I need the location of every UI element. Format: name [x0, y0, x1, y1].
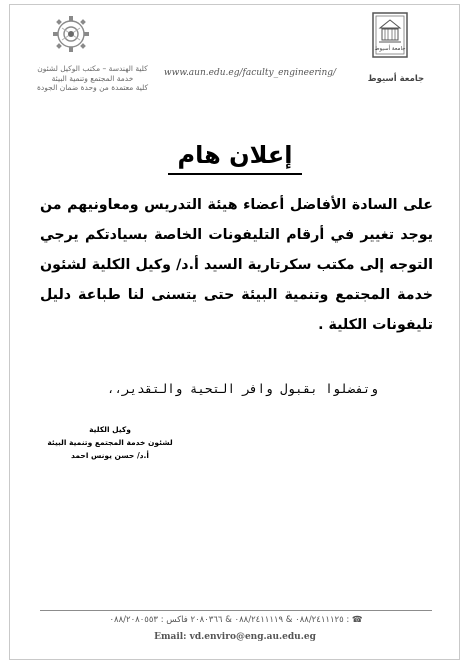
title-underline [168, 173, 302, 175]
university-name: جامعة أسيوط [367, 74, 425, 84]
faculty-website-url: www.aun.edu.eg/faculty_engineering/ [163, 68, 337, 78]
seal-caption: جامعة أسيوط [374, 46, 406, 52]
signature-department: لشئون خدمة المجتمع وتنمية البيئة [47, 438, 173, 447]
announcement-body: على السادة الأفاضل أعضاء هيئة التدريس ومعاونيهم من يوجد تغيير في أرقام التليفونات الخاصة بسيادتكم يرجي التوجه إلى مكتب سكرتارية السيد أ.د/ وكيل الكلية لشئون خدمة المجتمع وتنمية البيئة حتى يتسنى لنا طباعة دليل تليفونات الكلية . [40, 197, 433, 333]
header-line-3: كلية معتمدة من وحدة ضمان الجودة [36, 83, 149, 92]
faculty-office-header [30, 64, 155, 93]
signature-name: أ.د/ حسن يونس احمد [71, 451, 149, 460]
signature-role: وكيل الكلية [89, 425, 131, 434]
signature-block [40, 423, 180, 462]
header-line-2: خدمة المجتمع وتنمية البيئة [51, 73, 134, 83]
closing-greeting: وتفضلوا بقبول وافر التحية والتقدير،، [107, 381, 378, 396]
footer-phone-fax: ☎ : ٠٨٨/٢٤١١١٢٥ & ٠٨٨/٢٤١١١١٩ & ٢٠٨٠٣٦٦ فاكس : ٠٨٨/٢٠٨٠٥٥٣ [109, 615, 363, 625]
faculty-gear-logo-icon [50, 12, 92, 56]
header-line-1: كلية الهندسة – مكتب الوكيل لشئون [37, 64, 148, 73]
footer-email: Email: vd.enviro@eng.au.edu.eg [154, 632, 316, 642]
announcement-title: إعلان هام [177, 141, 293, 169]
university-seal-logo-icon [372, 12, 408, 58]
footer-divider [40, 610, 432, 611]
